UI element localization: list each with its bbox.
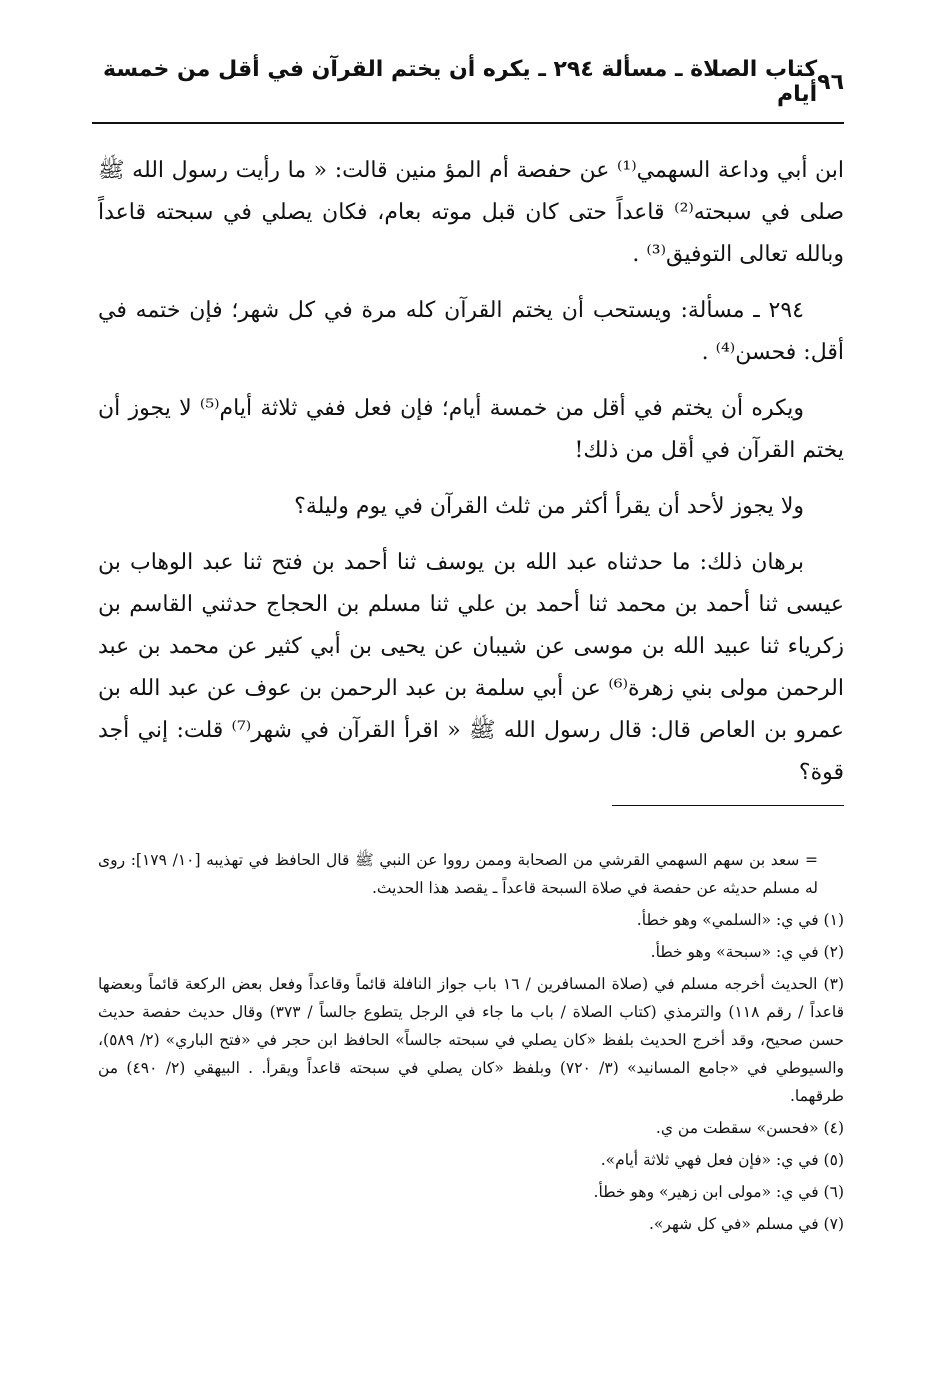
page-header: [92, 57, 844, 107]
footnote-7: (٧) في مسلم «في كل شهر».: [648, 1215, 844, 1233]
footnote-3: (٣) الحديث أخرجه مسلم في (صلاة المسافرين / ١٦ باب جواز النافلة قائماً وقاعداً وفعل بعض الركعة قائماً وبعضها قاعداً / رقم ١١٨) والترمذي (كتاب الصلاة / باب ما جاء في الرجل يتطوع جالساً / ٣٧٣) وقال حديث حفصة حديث حسن صحيح، وقد أخرج الحديث بلفظ «كان يصلي في سبحته جالساً» الحافظ ابن حجر في «فتح الباري» (٢/ ٥٨٩)، والسيوطي في «جامع المسانيد» (٣/ ٧٢٠) وبلفظ «كان يصلي في سبحته قاعداً ويقرأ. . البيهقي (٢/ ٤٩٠) من طرقهما.: [98, 975, 845, 1105]
main-text: [98, 150, 844, 808]
paragraph-one-third-limit: ولا يجوز لأحد أن يقرأ أكثر من ثلث القرآن في يوم وليلة؟: [294, 494, 804, 519]
paragraph-proof: برهان ذلك: ما حدثناه عبد الله بن يوسف ثنا أحمد بن فتح ثنا عبد الوهاب بن عيسى ثنا أحمد بن محمد ثنا أحمد بن علي ثنا مسلم بن الحجاج حدثني القاسم بن زكرياء ثنا عبيد الله بن موسى عن شيبان عن يحيى بن أبي كثير عن محمد بن عبد الرحمن مولى بني زهرة⁽⁶⁾ عن أبي سلمة بن عبد الرحمن بن عوف عن عبد الله بن عمرو بن العاص قال: قال رسول الله ﷺ « اقرأ القرآن في شهر⁽⁷⁾ قلت: إني أجد قوة؟: [98, 550, 845, 785]
footnote-divider: [612, 805, 844, 806]
footnote-6: (٦) في ي: «مولى ابن زهير» وهو خطأ.: [593, 1183, 844, 1201]
footnote-5: (٥) في ي: «فإن فعل فهي ثلاثة أيام».: [600, 1151, 844, 1169]
paragraph-disliked-completion: ويكره أن يختم في أقل من خمسة أيام؛ فإن فعل ففي ثلاثة أيام⁽⁵⁾ لا يجوز أن يختم القرآن في أقل من ذلك!: [98, 396, 844, 463]
page-number: ٩٦: [817, 69, 844, 95]
paragraph-hadith-continuation: ابن أبي وداعة السهمي⁽¹⁾ عن حفصة أم المؤ منين قالت: « ما رأيت رسول الله ﷺ صلى في سبحته⁽²⁾ قاعداً حتى كان قبل موته بعام، فكان يصلي في سبحته قاعداً وبالله تعالى التوفيق⁽³⁾ .: [98, 158, 844, 267]
running-title: كتاب الصلاة ـ مسألة ٢٩٤ ـ يكره أن يختم القرآن في أقل من خمسة أيام: [103, 57, 818, 107]
footnotes: [98, 846, 844, 1242]
footnote-4: (٤) «فحسن» سقطت من ي.: [655, 1119, 844, 1137]
footnote-continued: = سعد بن سهم السهمي القرشي من الصحابة وممن رووا عن النبي ﷺ قال الحافظ في تهذيبه [١٠/ ١٧٩]: روى له مسلم حديثه عن حفصة في صلاة السبحة قاعداً ـ يقصد هذا الحديث.: [98, 851, 818, 897]
footnote-2: (٢) في ي: «سبحة» وهو خطأ.: [650, 943, 844, 961]
footnote-1: (١) في ي: «السلمي» وهو خطأ.: [636, 911, 844, 929]
header-divider: [92, 122, 844, 124]
paragraph-issue-294: ٢٩٤ ـ مسألة: ويستحب أن يختم القرآن كله مرة في كل شهر؛ فإن ختمه في أقل: فحسن⁽⁴⁾ .: [98, 298, 844, 365]
